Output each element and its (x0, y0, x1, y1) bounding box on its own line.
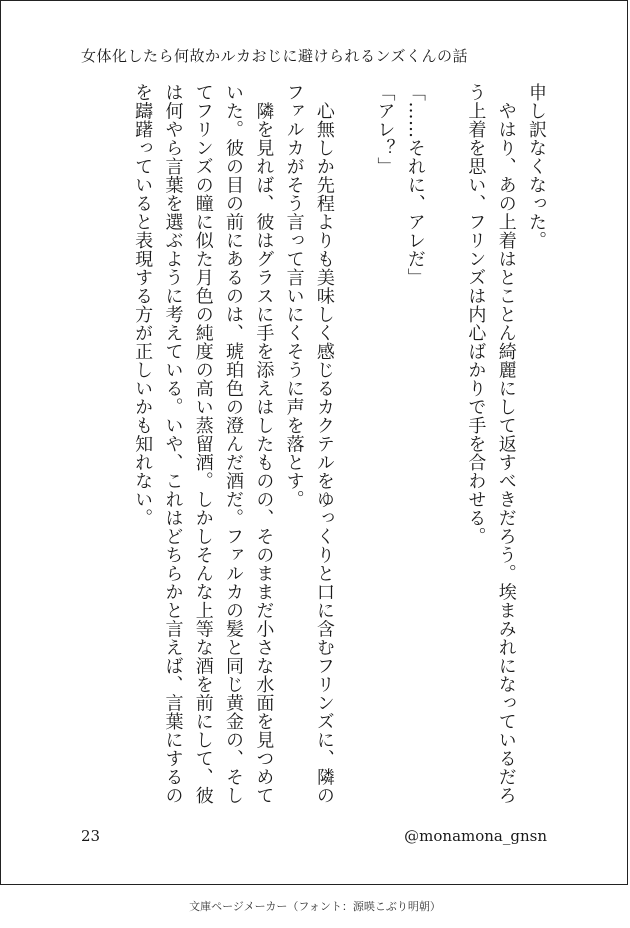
vertical-body-text (67, 83, 551, 811)
blank-line (339, 83, 369, 811)
paragraph: やはり、あの上着はとことん綺麗にして返すべきだろう。埃まみれになっているだろう上着を思い、フリンズは内心ばかりで手を合わせる。 (465, 83, 517, 805)
dialogue-line: 「……それに、アレだ」 (404, 83, 426, 287)
paragraph: 隣を見れば、彼はグラスに手を添えはしたものの、そのままだ小さな水面を見つめていた。彼の目の前にあるのは、琥珀色の澄んだ酒だ。ファルカの髪と同じ黄金の、そしてフリンズの瞳に似た月色の純度の高い蒸留酒。しかしそんな上等な酒を前にして、彼は何やら言葉を選ぶように考えている。いや、これはどちらかと言えば、言葉にするのを躊躇っていると表現する方が正しいかも知れない。 (132, 83, 275, 805)
page-number: 23 (81, 827, 101, 845)
paragraph: 心無しか先程よりも美味しく感じるカクテルをゆっくりと口に含むフリンズに、隣のファルカがそう言って言いにくそうに声を落とす。 (283, 83, 335, 805)
running-header-title: 女体化したら何故かルカおじに避けられるンズくんの話 (81, 47, 469, 65)
blank-line (430, 83, 460, 811)
footer-caption: 文庫ページメーカー（フォント：源暎こぶり明朝） (189, 900, 441, 913)
paragraph: 申し訳なくなった。 (526, 83, 547, 250)
author-handle: @monamona_gnsn (404, 827, 547, 845)
dialogue-line: 「アレ？」 (374, 83, 396, 176)
